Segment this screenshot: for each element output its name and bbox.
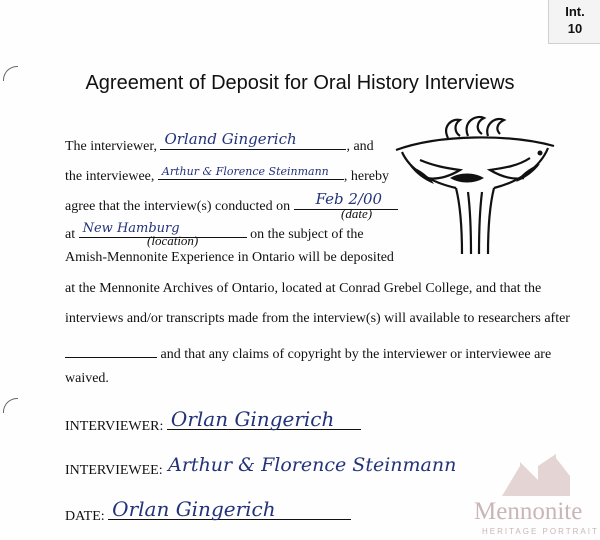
hereby-text: , hereby <box>343 169 389 184</box>
tag-line-1: Int. <box>565 4 585 19</box>
page-title: Agreement of Deposit for Oral History Interviews <box>85 72 515 94</box>
interviewee-signature-label: INTERVIEWEE: <box>65 463 163 478</box>
date-signature: Orlan Gingerich <box>112 497 276 521</box>
interviewee-line <box>65 163 389 185</box>
interviewer-blank <box>160 130 346 150</box>
date-signature-label: DATE: <box>65 509 105 524</box>
agree-text: agree that the interview(s) conducted on <box>65 199 291 214</box>
body-line-7 <box>65 341 551 363</box>
interviewer-signature-label: INTERVIEWER: <box>65 419 164 434</box>
interviewee-signature: Arthur & Florence Steinmann <box>168 454 457 476</box>
interviewee-name: Arthur & Florence Steinmann <box>161 165 329 178</box>
body-line-8: waived. <box>65 371 109 386</box>
location-caption: (location) <box>147 233 199 248</box>
interviewee-signature-line <box>65 454 457 479</box>
and-text: , and <box>346 139 374 154</box>
watermark-subtitle: HERITAGE PORTRAIT <box>482 527 599 536</box>
interviewer-line <box>65 130 374 155</box>
at-text: at <box>65 227 76 242</box>
body-line-5: at the Mennonite Archives of Ontario, located at Conrad Grebel College, and that the <box>65 281 542 296</box>
punch-hole-bottom-icon <box>3 398 18 413</box>
archives-logo-icon <box>390 108 560 258</box>
tag-line-2: 10 <box>567 21 583 36</box>
body-line-6: interviews and/or transcripts made from the interview(s) will available to researchers after <box>65 311 570 326</box>
interviewer-signature-line <box>65 407 361 435</box>
body-line-4: Amish-Mennonite Experience in Ontario will be deposited <box>65 250 394 265</box>
location-value: New Hamburg <box>82 221 180 236</box>
location-line <box>65 221 364 243</box>
interview-number-tag <box>548 0 600 44</box>
interviewee-signature-blank <box>166 454 457 476</box>
interviewee-prefix: the interviewee, <box>65 169 155 184</box>
body-line-7-text: and that any claims of copyright by the interviewer or interviewee are <box>160 347 552 362</box>
availability-blank <box>65 341 157 358</box>
date-signature-blank <box>108 497 351 521</box>
subject-text: on the subject of the <box>250 227 364 242</box>
date-caption: (date) <box>341 206 373 221</box>
interviewer-prefix: The interviewer, <box>65 139 157 154</box>
date-value: Feb 2/00 <box>315 190 383 208</box>
interviewer-signature: Orlan Gingerich <box>170 407 335 431</box>
interviewee-blank <box>158 163 344 180</box>
interviewer-signature-blank <box>167 407 361 431</box>
interviewer-name: Orland Gingerich <box>164 130 297 148</box>
date-signature-line <box>65 497 351 525</box>
watermark-name: Mennonite <box>474 498 583 525</box>
